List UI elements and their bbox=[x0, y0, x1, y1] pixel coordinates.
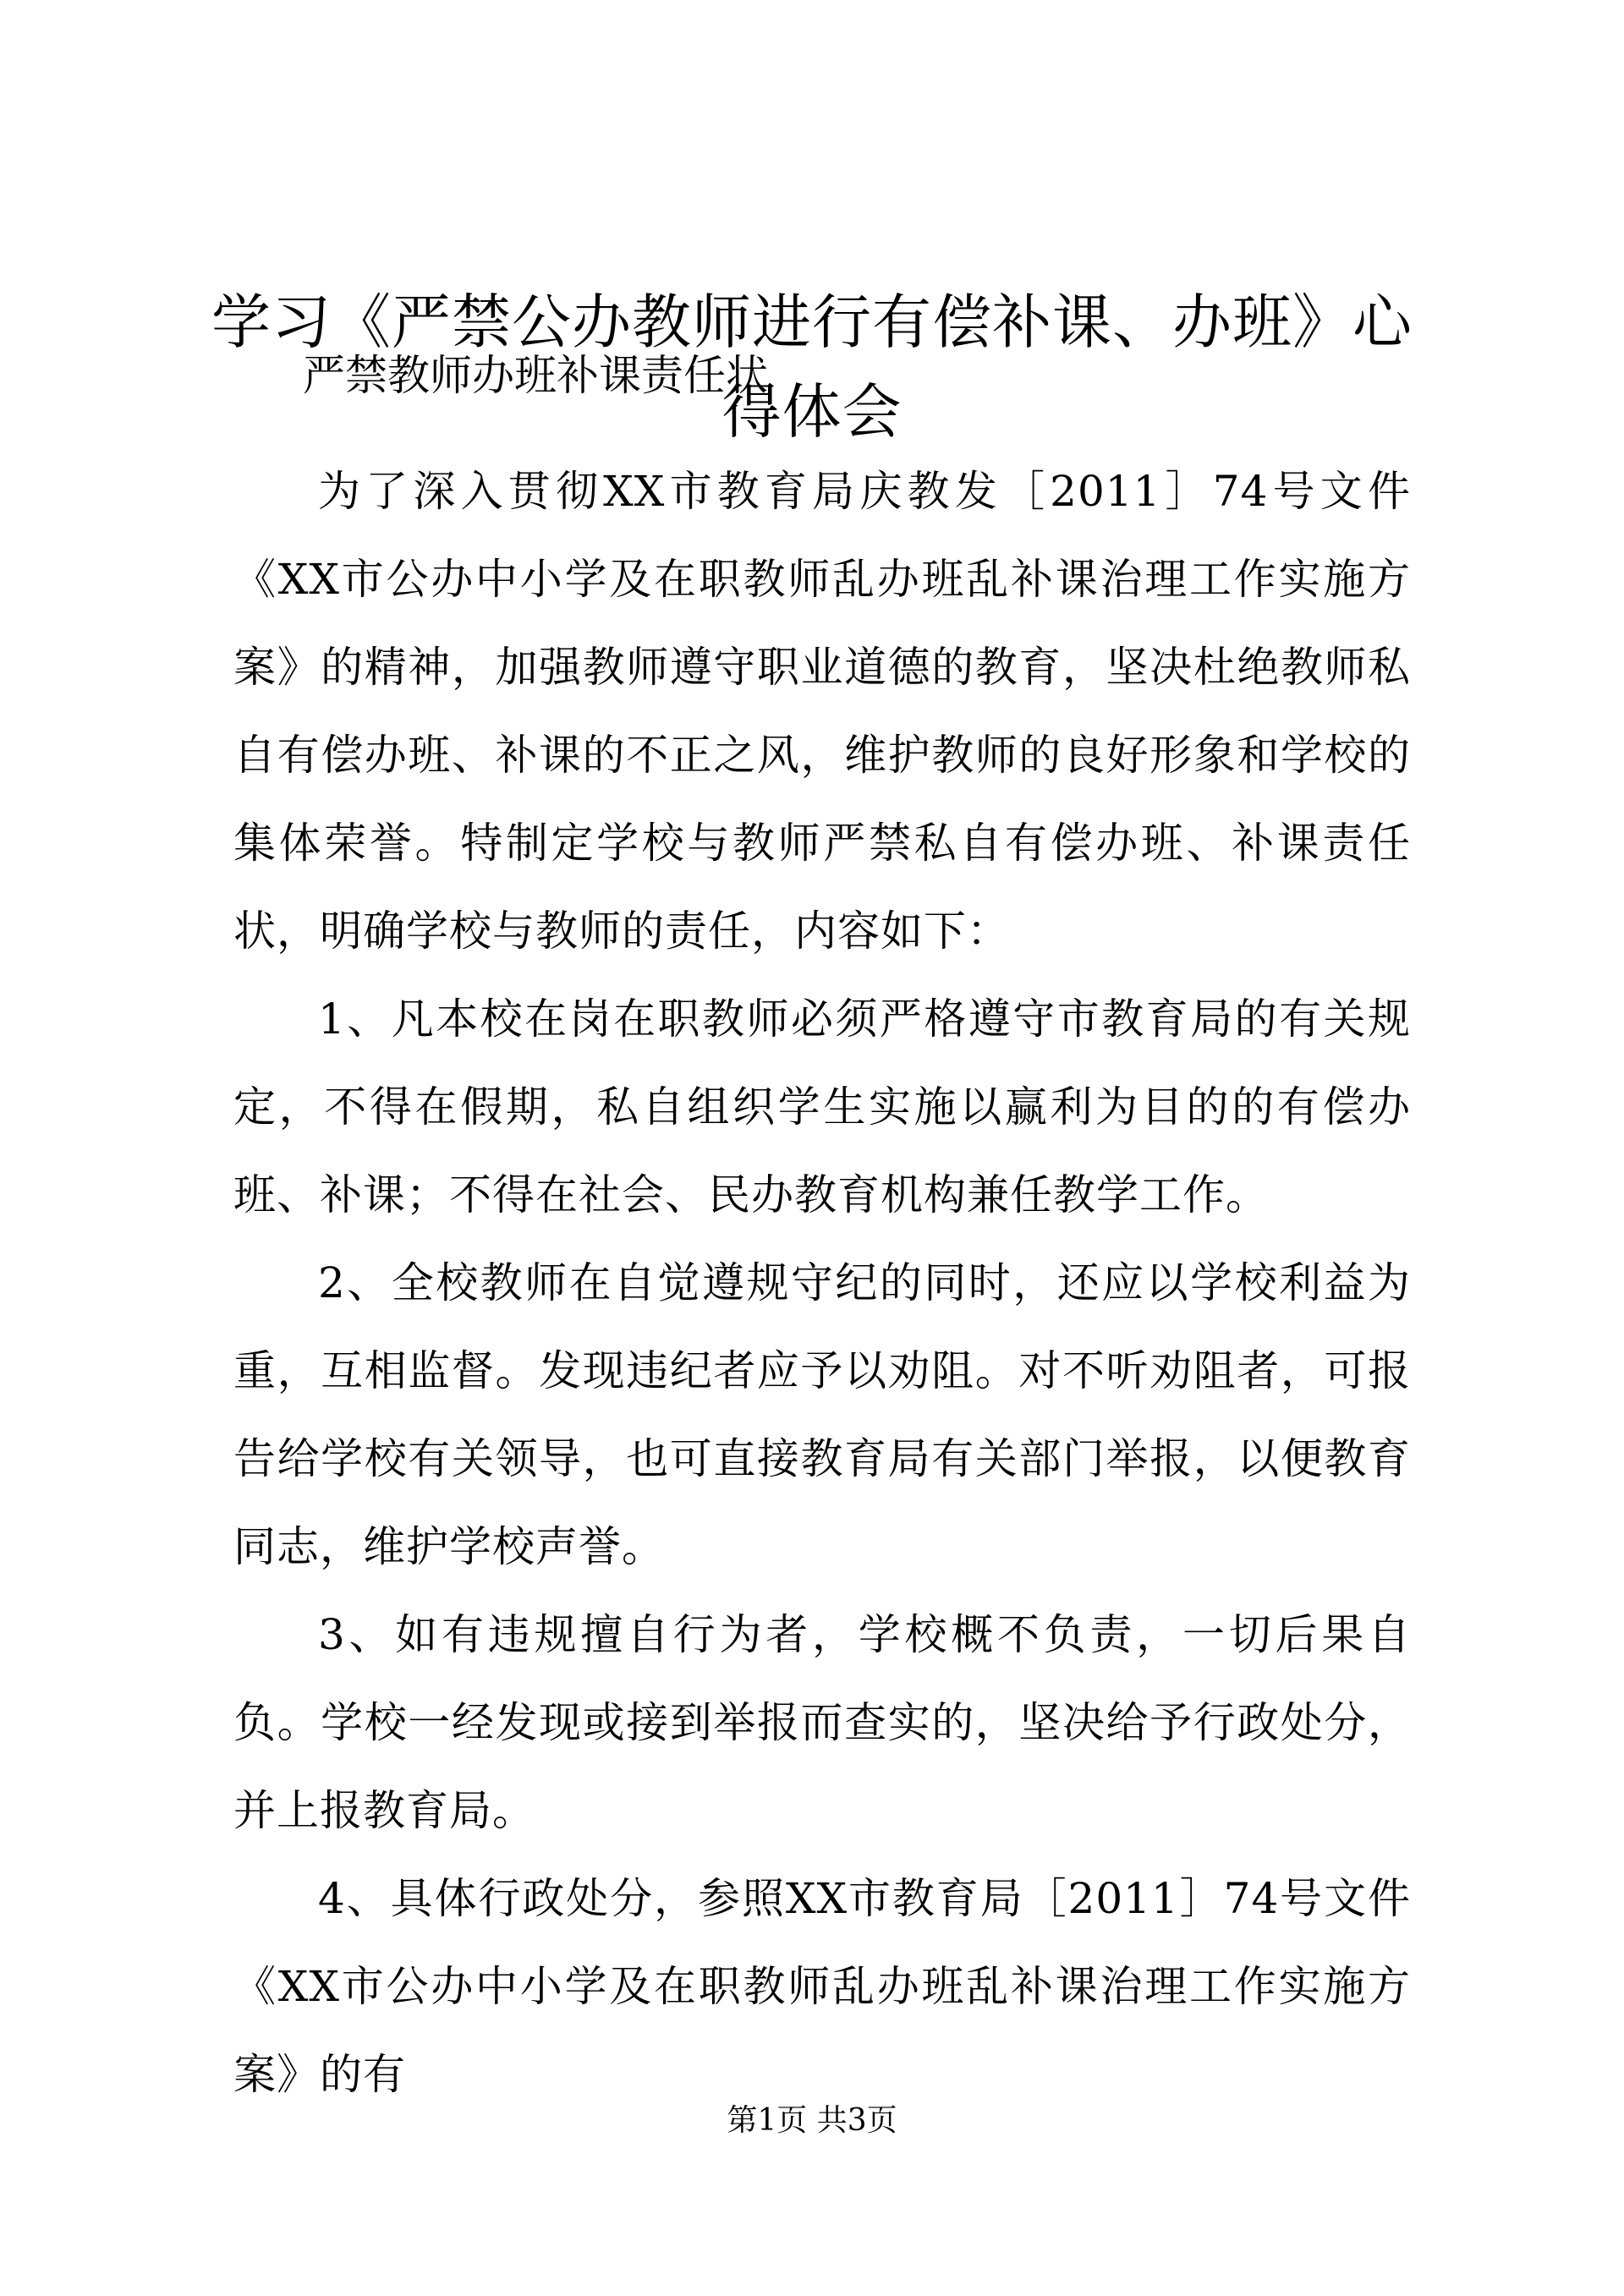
paragraph-item-2: 2、全校教师在自觉遵规守纪的同时，还应以学校利益为重，互相监督。发现违纪者应予以劝阻。对不听劝阻者，可报告给学校有关领导，也可直接教育局有关部门举报，以便教育同志，维护学校声誉。 bbox=[233, 1258, 1411, 1571]
paragraph-item-4: 4、具体行政处分，参照XX市教育局［2011］74号文件《XX市公办中小学及在职教师乱办班乱补课治理工作实施方案》的有 bbox=[233, 1874, 1411, 2099]
document-body bbox=[233, 447, 1411, 2118]
document-title: 学习《严禁公办教师进行有偿补课、办班》心得体会 bbox=[211, 288, 1413, 447]
paragraph-intro: 为了深入贯彻XX市教育局庆教发［2011］74号文件《XX市公办中小学及在职教师乱办班乱补课治理工作实施方案》的精神，加强教师遵守职业道德的教育，坚决杜绝教师私自有偿办班、补课的不正之风，维护教师的良好形象和学校的集体荣誉。特制定学校与教师严禁私自有偿办班、补课责任状，明确学校与教师的责任，内容如下： bbox=[233, 467, 1411, 956]
paragraph-item-3: 3、如有违规擅自行为者，学校概不负责，一切后果自负。学校一经发现或接到举报而查实的，坚决给予行政处分，并上报教育局。 bbox=[233, 1610, 1411, 1835]
paragraph-item-1: 1、凡本校在岗在职教师必须严格遵守市教育局的有关规定，不得在假期，私自组织学生实施以赢利为目的的有偿办班、补课；不得在社会、民办教育机构兼任教学工作。 bbox=[233, 995, 1411, 1219]
document-subtitle: 严禁教师办班补课责任状 bbox=[303, 351, 768, 400]
page-number-footer: 第1页 共3页 bbox=[727, 2103, 897, 2138]
